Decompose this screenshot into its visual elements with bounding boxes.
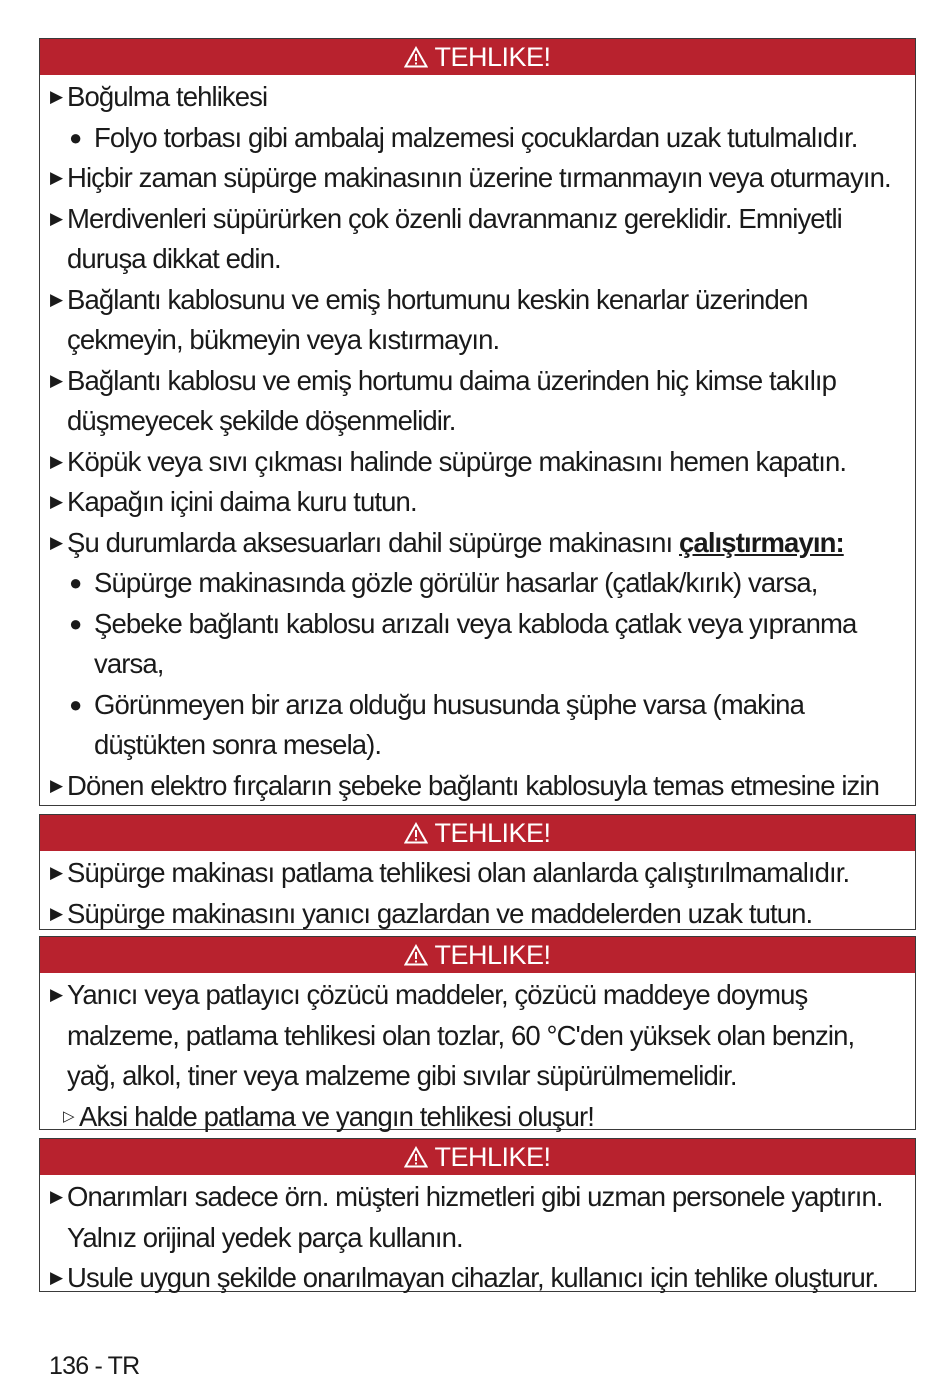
danger-header-label: TEHLIKE! (434, 42, 551, 72)
danger-box-explosion-areas (39, 814, 916, 930)
page-number: 136 - TR (49, 1352, 140, 1380)
sub-bullet-item: ● Görünmeyen bir arıza olduğu hususunda şüphe varsa (makina düştükten sonra mesela). (50, 685, 905, 766)
triangle-bullet-icon: ▶ (50, 168, 63, 187)
triangle-bullet-icon: ▶ (50, 775, 63, 795)
bullet-item: ▶ Kapağın içini daima kuru tutun. (50, 482, 905, 523)
warning-triangle-icon (404, 1146, 428, 1168)
triangle-bullet-icon: ▶ (50, 370, 63, 390)
danger-box-flammable (39, 936, 916, 1130)
danger-header-label: TEHLIKE! (434, 1142, 551, 1172)
warning-triangle-icon (404, 46, 428, 68)
danger-header (40, 1139, 915, 1175)
triangle-bullet-icon: ▶ (50, 1268, 63, 1287)
danger-box-repairs (39, 1138, 916, 1292)
triangle-bullet-icon: ▶ (50, 451, 63, 471)
triangle-bullet-icon: ▶ (50, 492, 63, 511)
bullet-item: ▶ Hiçbir zaman süpürge makinasının üzerine tırmanmayın veya oturmayın. (50, 158, 905, 199)
bullet-item: ▶ Yanıcı veya patlayıcı çözücü maddeler, çözücü maddeye doymuş malzeme, patlama tehlikesi olan tozlar, 60 °C'den yüksek olan benzin, yağ, alkol, tiner veya malzeme gibi sıvılar süpürülmemelidir. (50, 975, 905, 1097)
outline-triangle-icon: ▷ (63, 1107, 74, 1125)
dot-bullet-icon: ● (69, 570, 82, 595)
bullet-item: ▶ Onarımları sadece örn. müşteri hizmetleri gibi uzman personele yaptırın. Yalnız orijinal yedek parça kullanın. (50, 1177, 905, 1258)
danger-header (40, 39, 915, 75)
bullet-item: ▶ Bağlantı kablosu ve emiş hortumu daima üzerinden hiç kimse takılıp düşmeyecek şekilde döşenmelidir. (50, 361, 905, 442)
triangle-bullet-icon: ▶ (50, 903, 63, 923)
sub-bullet-item: ● Folyo torbası gibi ambalaj malzemesi çocuklardan uzak tutulmalıdır. (50, 118, 905, 159)
dot-bullet-icon: ● (69, 610, 82, 636)
sub-bullet-item: ● Şebeke bağlantı kablosu arızalı veya kabloda çatlak veya yıpranma varsa, (50, 604, 905, 685)
danger-header-label: TEHLIKE! (434, 940, 551, 970)
triangle-bullet-icon: ▶ (50, 1187, 63, 1206)
triangle-bullet-icon: ▶ (50, 985, 63, 1004)
bullet-item: ▶ Merdivenleri süpürürken çok özenli davranmanız gereklidir. Emniyetli duruşa dikkat edin. (50, 199, 905, 280)
triangle-bullet-icon: ▶ (50, 863, 63, 882)
emphasis-text: çalıştırmayın: (679, 526, 844, 558)
danger-header (40, 815, 915, 851)
bullet-item: ▶ Bağlantı kablosunu ve emiş hortumunu keskin kenarlar üzerinden çekmeyin, bükmeyin veya kıstırmayın. (50, 280, 905, 361)
warning-triangle-icon (404, 822, 428, 844)
bullet-item: ▶ Dönen elektro fırçaların şebeke bağlantı kablosuyla temas etmesine izin (50, 766, 905, 847)
danger-header-label: TEHLIKE! (434, 818, 551, 848)
triangle-bullet-icon: ▶ (50, 532, 63, 552)
bullet-item: ▶ Şu durumlarda aksesuarları dahil süpürge makinasını çalıştırmayın: (50, 523, 905, 564)
danger-header (40, 937, 915, 973)
bullet-item: ▶ Boğulma tehlikesi (50, 77, 905, 118)
triangle-bullet-icon: ▶ (50, 289, 63, 309)
result-item: ▷ Aksi halde patlama ve yangın tehlikesi oluşur! (50, 1097, 905, 1138)
triangle-bullet-icon: ▶ (50, 87, 63, 106)
warning-triangle-icon (404, 944, 428, 966)
sub-bullet-item: ● Süpürge makinasında gözle görülür hasarlar (çatlak/kırık) varsa, (50, 563, 905, 604)
bullet-item: ▶ Usule uygun şekilde onarılmayan cihazlar, kullanıcı için tehlike oluşturur. (50, 1258, 905, 1299)
dot-bullet-icon: ● (69, 124, 82, 150)
triangle-bullet-icon: ▶ (50, 208, 63, 228)
danger-box-choking (39, 38, 916, 806)
bullet-item: ▶ Süpürge makinasını yanıcı gazlardan ve maddelerden uzak tutun. (50, 894, 905, 935)
dot-bullet-icon: ● (69, 691, 82, 717)
bullet-item: ▶ Süpürge makinası patlama tehlikesi olan alanlarda çalıştırılmamalıdır. (50, 853, 905, 894)
bullet-item: ▶ Köpük veya sıvı çıkması halinde süpürge makinasını hemen kapatın. (50, 442, 905, 483)
